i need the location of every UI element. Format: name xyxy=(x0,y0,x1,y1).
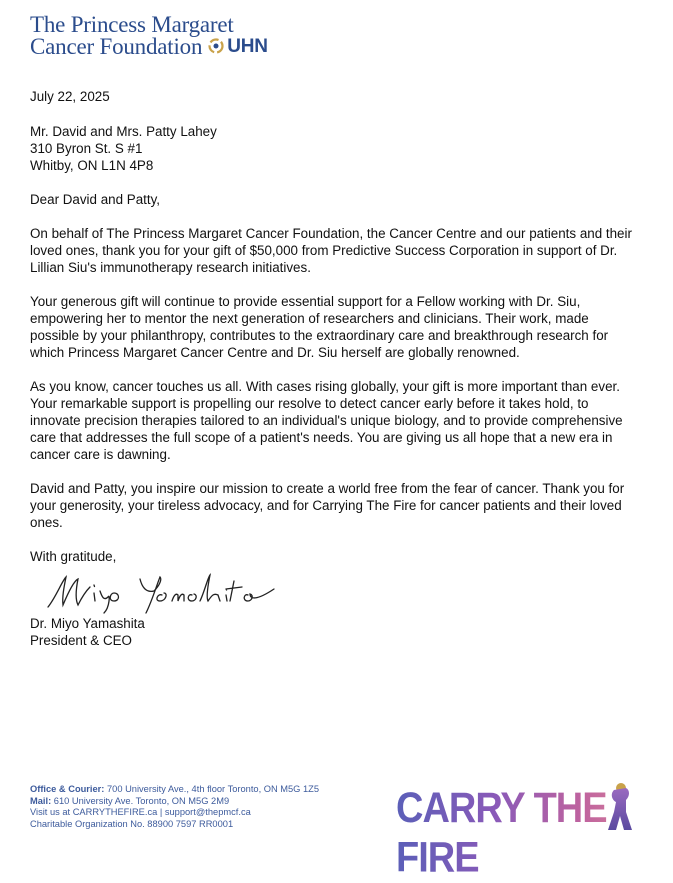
footer-mail-line xyxy=(30,796,319,808)
paragraph-2: Your generous gift will continue to provide essential support for a Fellow working with Dr. Siu, empowering her to mentor the next generation of researchers and clinicians. Their work, made possible by your philanthropy, contributes to the extraordinary care and breakthrough research for which Princess Margaret Cancer Centre and Dr. Siu herself are globally renowned. xyxy=(30,294,609,360)
signer-name: Dr. Miyo Yamashita xyxy=(30,616,145,631)
recipient-address xyxy=(30,123,640,174)
footer-office-line xyxy=(30,784,319,796)
logo-line-2-row xyxy=(30,36,268,58)
footer-contact xyxy=(30,784,319,830)
paragraph-3: As you know, cancer touches us all. With cases rising globally, your gift is more important than ever. Your remarkable support is propelling our resolve to detect cancer early before it takes hold, to innovate precision therapies tailored to an individual's unique biology, and to provide comprehensive care that addresses the full scope of a patient's needs. You are giving us all hope that a new era in cancer care is dawning. xyxy=(30,379,623,462)
mail-label: Mail: xyxy=(30,795,52,806)
carry-the-fire-logo xyxy=(396,782,646,882)
footer-charity-line: Charitable Organization No. 88900 7597 RR0001 xyxy=(30,818,234,829)
closing: With gratitude, xyxy=(30,549,117,564)
signer-title: President & CEO xyxy=(30,633,132,648)
footer-visit-line: Visit us at CARRYTHEFIRE.ca | support@thepmcf.ca xyxy=(30,807,251,818)
carry-the-fire-text: CARRY THE FIRE xyxy=(396,784,646,883)
office-label: Office & Courier: xyxy=(30,784,105,794)
salutation: Dear David and Patty, xyxy=(30,192,161,207)
mail-value: 610 University Ave. Toronto, ON M5G 2M9 xyxy=(53,795,230,806)
office-value: 700 University Ave., 4th floor Toronto, ON M5G 1Z5 xyxy=(106,784,320,794)
address-line: 310 Byron St. S #1 xyxy=(30,141,143,156)
paragraph-4: David and Patty, you inspire our mission to create a world free from the fear of cancer. Thank you for your generosity, your tireless advocacy, and for Carrying The Fire for cancer patients and their loved ones. xyxy=(30,481,625,530)
swirl-icon xyxy=(208,36,224,58)
uhn-logo-text: UHN xyxy=(227,36,268,57)
letter-body xyxy=(30,88,640,649)
logo-line-2: Cancer Foundation xyxy=(30,34,203,59)
address-line: Mr. David and Mrs. Patty Lahey xyxy=(30,124,217,139)
torch-figure-icon xyxy=(600,782,640,830)
paragraph-1: On behalf of The Princess Margaret Cancer Foundation, the Cancer Centre and our patients and their loved ones, thank you for your gift of $50,000 from Predictive Success Corporation in support of Dr. Lillian Siu's immunotherapy research initiatives. xyxy=(30,226,632,275)
letter-date: July 22, 2025 xyxy=(30,89,110,104)
foundation-logo xyxy=(30,14,268,58)
logo-line-1: The Princess Margaret xyxy=(30,12,234,37)
handwritten-signature xyxy=(42,567,287,615)
address-line: Whitby, ON L1N 4P8 xyxy=(30,158,154,173)
